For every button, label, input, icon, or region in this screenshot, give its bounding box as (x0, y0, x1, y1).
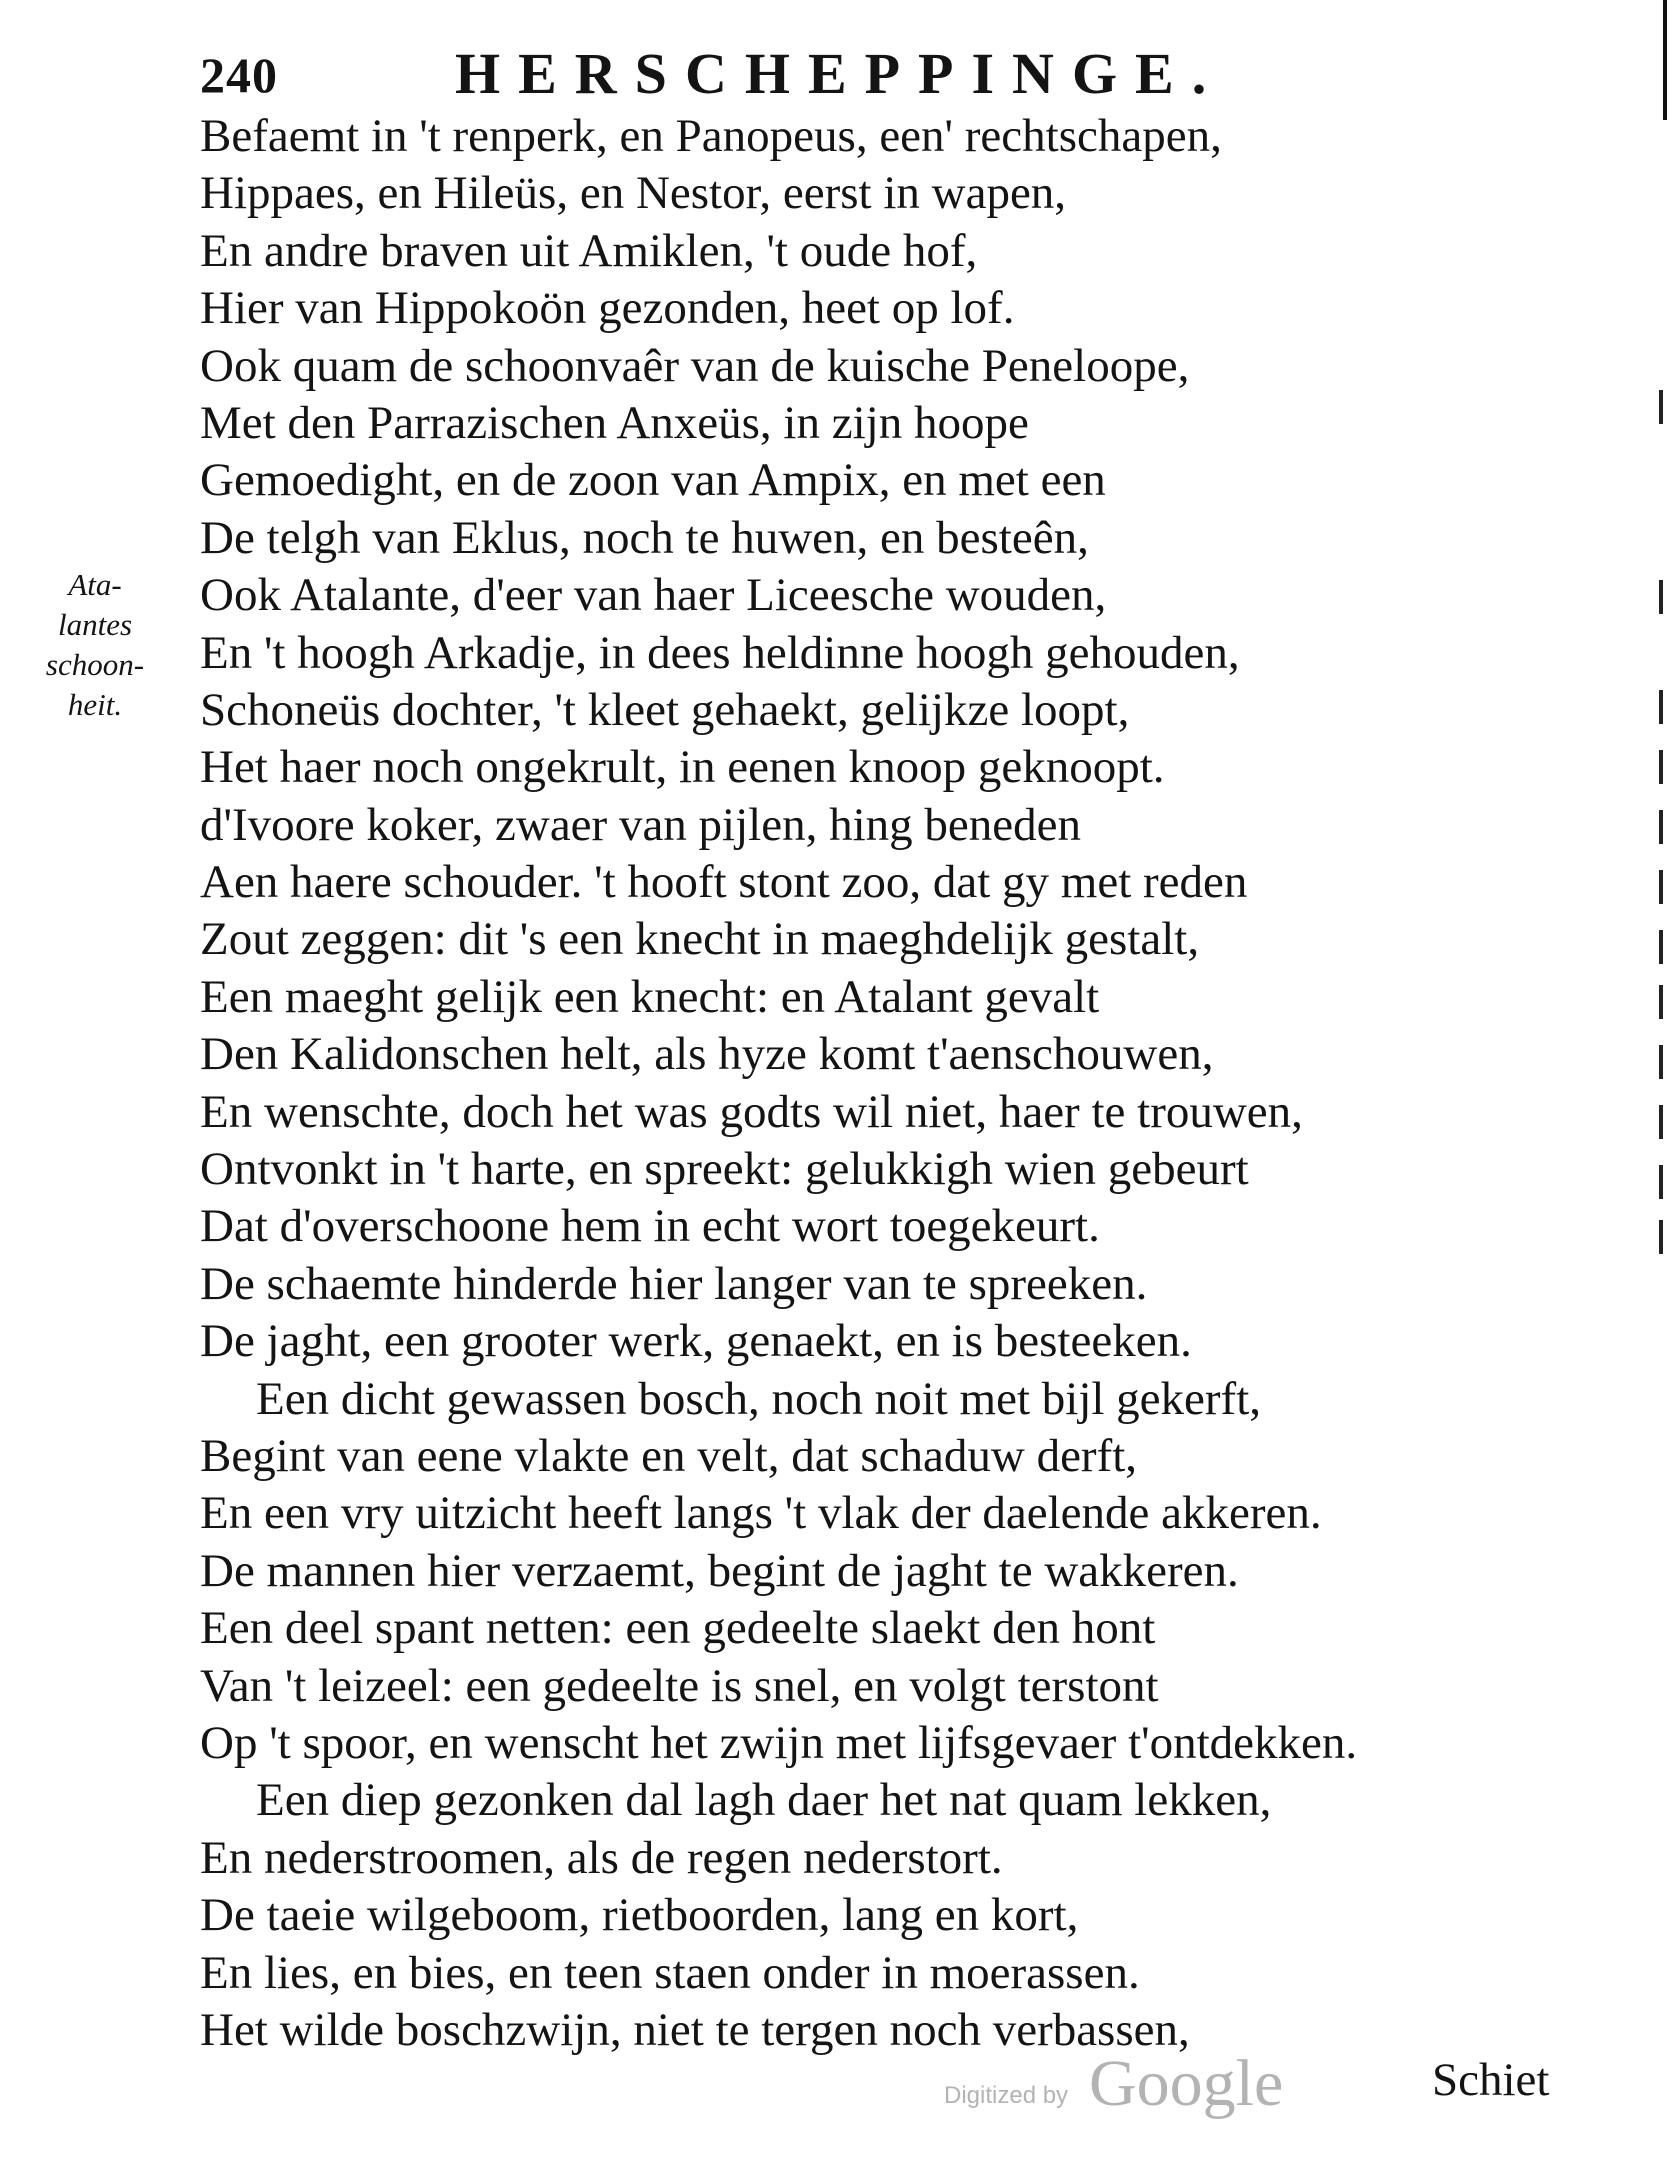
verse-line: Een diep gezonken dal lagh daer het nat quam lekken, (256, 1774, 1272, 1827)
edge-mark (1659, 1220, 1663, 1254)
verse-line: Gemoedight, en de zoon van Ampix, en met een (200, 454, 1106, 507)
verse-line: De jaght, een grooter werk, genaekt, en is besteeken. (200, 1315, 1192, 1368)
marginal-note-line: schoon- (45, 647, 145, 682)
verse-line: Den Kalidonschen helt, als hyze komt t'aenschouwen, (200, 1028, 1214, 1081)
marginal-note-line: heit. (67, 687, 123, 722)
verse-line: Hier van Hippokoön gezonden, heet op lof. (200, 282, 1015, 335)
verse-line: De taeie wilgeboom, rietboorden, lang en kort, (200, 1889, 1079, 1942)
edge-mark (1659, 810, 1663, 844)
verse-line: Op 't spoor, en wenscht het zwijn met lijfsgevaer t'ontdekken. (200, 1716, 1358, 1769)
verse-line: Een maeght gelijk een knecht: en Atalant gevalt (200, 970, 1100, 1023)
verse-line: En 't hoogh Arkadje, in dees heldinne hoogh gehouden, (200, 626, 1240, 679)
edge-mark (1659, 580, 1663, 614)
google-logo: Google (1089, 2047, 1284, 2120)
edge-rule (1663, 0, 1667, 120)
edge-mark (1659, 390, 1663, 424)
edge-mark (1659, 1165, 1663, 1199)
edge-mark (1659, 930, 1663, 964)
verse-line: En nederstroomen, als de regen nederstort. (200, 1831, 1003, 1884)
verse-line: En andre braven uit Amiklen, 't oude hof, (200, 224, 978, 277)
edge-mark (1659, 985, 1663, 1019)
marginal-note-line: Ata- (68, 567, 122, 602)
verse-line: Ook Atalante, d'eer van haer Liceesche wouden, (200, 569, 1107, 622)
verse-line: Begint van eene vlakte en velt, dat schaduw derft, (200, 1429, 1138, 1482)
verse-line: De schaemte hinderde hier langer van te spreeken. (200, 1257, 1148, 1310)
verse-line: De telgh van Eklus, noch te huwen, en besteên, (200, 511, 1089, 564)
edge-mark (1659, 1045, 1663, 1079)
marginal-note (30, 565, 160, 725)
verse-line: En lies, en bies, en teen staen onder in moerassen. (200, 1946, 1140, 1999)
verse-line: En wenschte, doch het was godts wil niet, haer te trouwen, (200, 1085, 1303, 1138)
verse-line: Van 't leizeel: een gedeelte is snel, en volgt terstont (200, 1659, 1159, 1712)
verse-line: Schoneüs dochter, 't kleet gehaekt, gelijkze loopt, (200, 683, 1130, 736)
verse-line: Befaemt in 't renperk, en Panopeus, een' rechtschapen, (200, 110, 1222, 162)
verse-line: De mannen hier verzaemt, begint de jaght te wakkeren. (200, 1544, 1239, 1597)
verse-line: Een deel spant netten: een gedeelte slaekt den hont (200, 1602, 1156, 1655)
verse-text (200, 108, 1600, 2059)
edge-mark (1659, 690, 1663, 724)
edge-mark (1659, 870, 1663, 904)
catchword: Schiet (1432, 2054, 1550, 2106)
watermark-prefix: Digitized by (944, 2082, 1069, 2109)
verse-line: Ontvonkt in 't harte, en spreekt: gelukkigh wien gebeurt (200, 1143, 1249, 1196)
verse-line: Het wilde boschzwijn, niet te tergen noch verbassen, (200, 2003, 1190, 2056)
verse-line: Hippaes, en Hileüs, en Nestor, eerst in wapen, (200, 167, 1067, 220)
verse-line: Dat d'overschoone hem in echt wort toegekeurt. (200, 1200, 1100, 1253)
verse-line: Het haer noch ongekrult, in eenen knoop geknoopt. (200, 741, 1165, 794)
edge-mark (1659, 1105, 1663, 1139)
running-title: HERSCHEPPINGE. (455, 41, 1225, 106)
page-header (200, 40, 1400, 110)
verse-line: Aen haere schouder. 't hooft stont zoo, dat gy met reden (200, 856, 1248, 909)
verse-line: En een vry uitzicht heeft langs 't vlak der daelende akkeren. (200, 1487, 1322, 1540)
page-number: 240 (200, 47, 278, 103)
verse-line: Zout zeggen: dit 's een knecht in maeghdelijk gestalt, (200, 913, 1200, 966)
verse-line: Een dicht gewassen bosch, noch noit met bijl gekerft, (256, 1372, 1262, 1425)
marginal-note-line: lantes (57, 607, 133, 642)
facing-page-edge (1649, 0, 1679, 2170)
verse-line: d'Ivoore koker, zwaer van pijlen, hing beneden (200, 798, 1081, 851)
edge-mark (1659, 750, 1663, 784)
verse-line: Ook quam de schoonvaêr van de kuische Peneloope, (200, 339, 1190, 392)
verse-line: Met den Parrazischen Anxeüs, in zijn hoope (200, 396, 1029, 449)
